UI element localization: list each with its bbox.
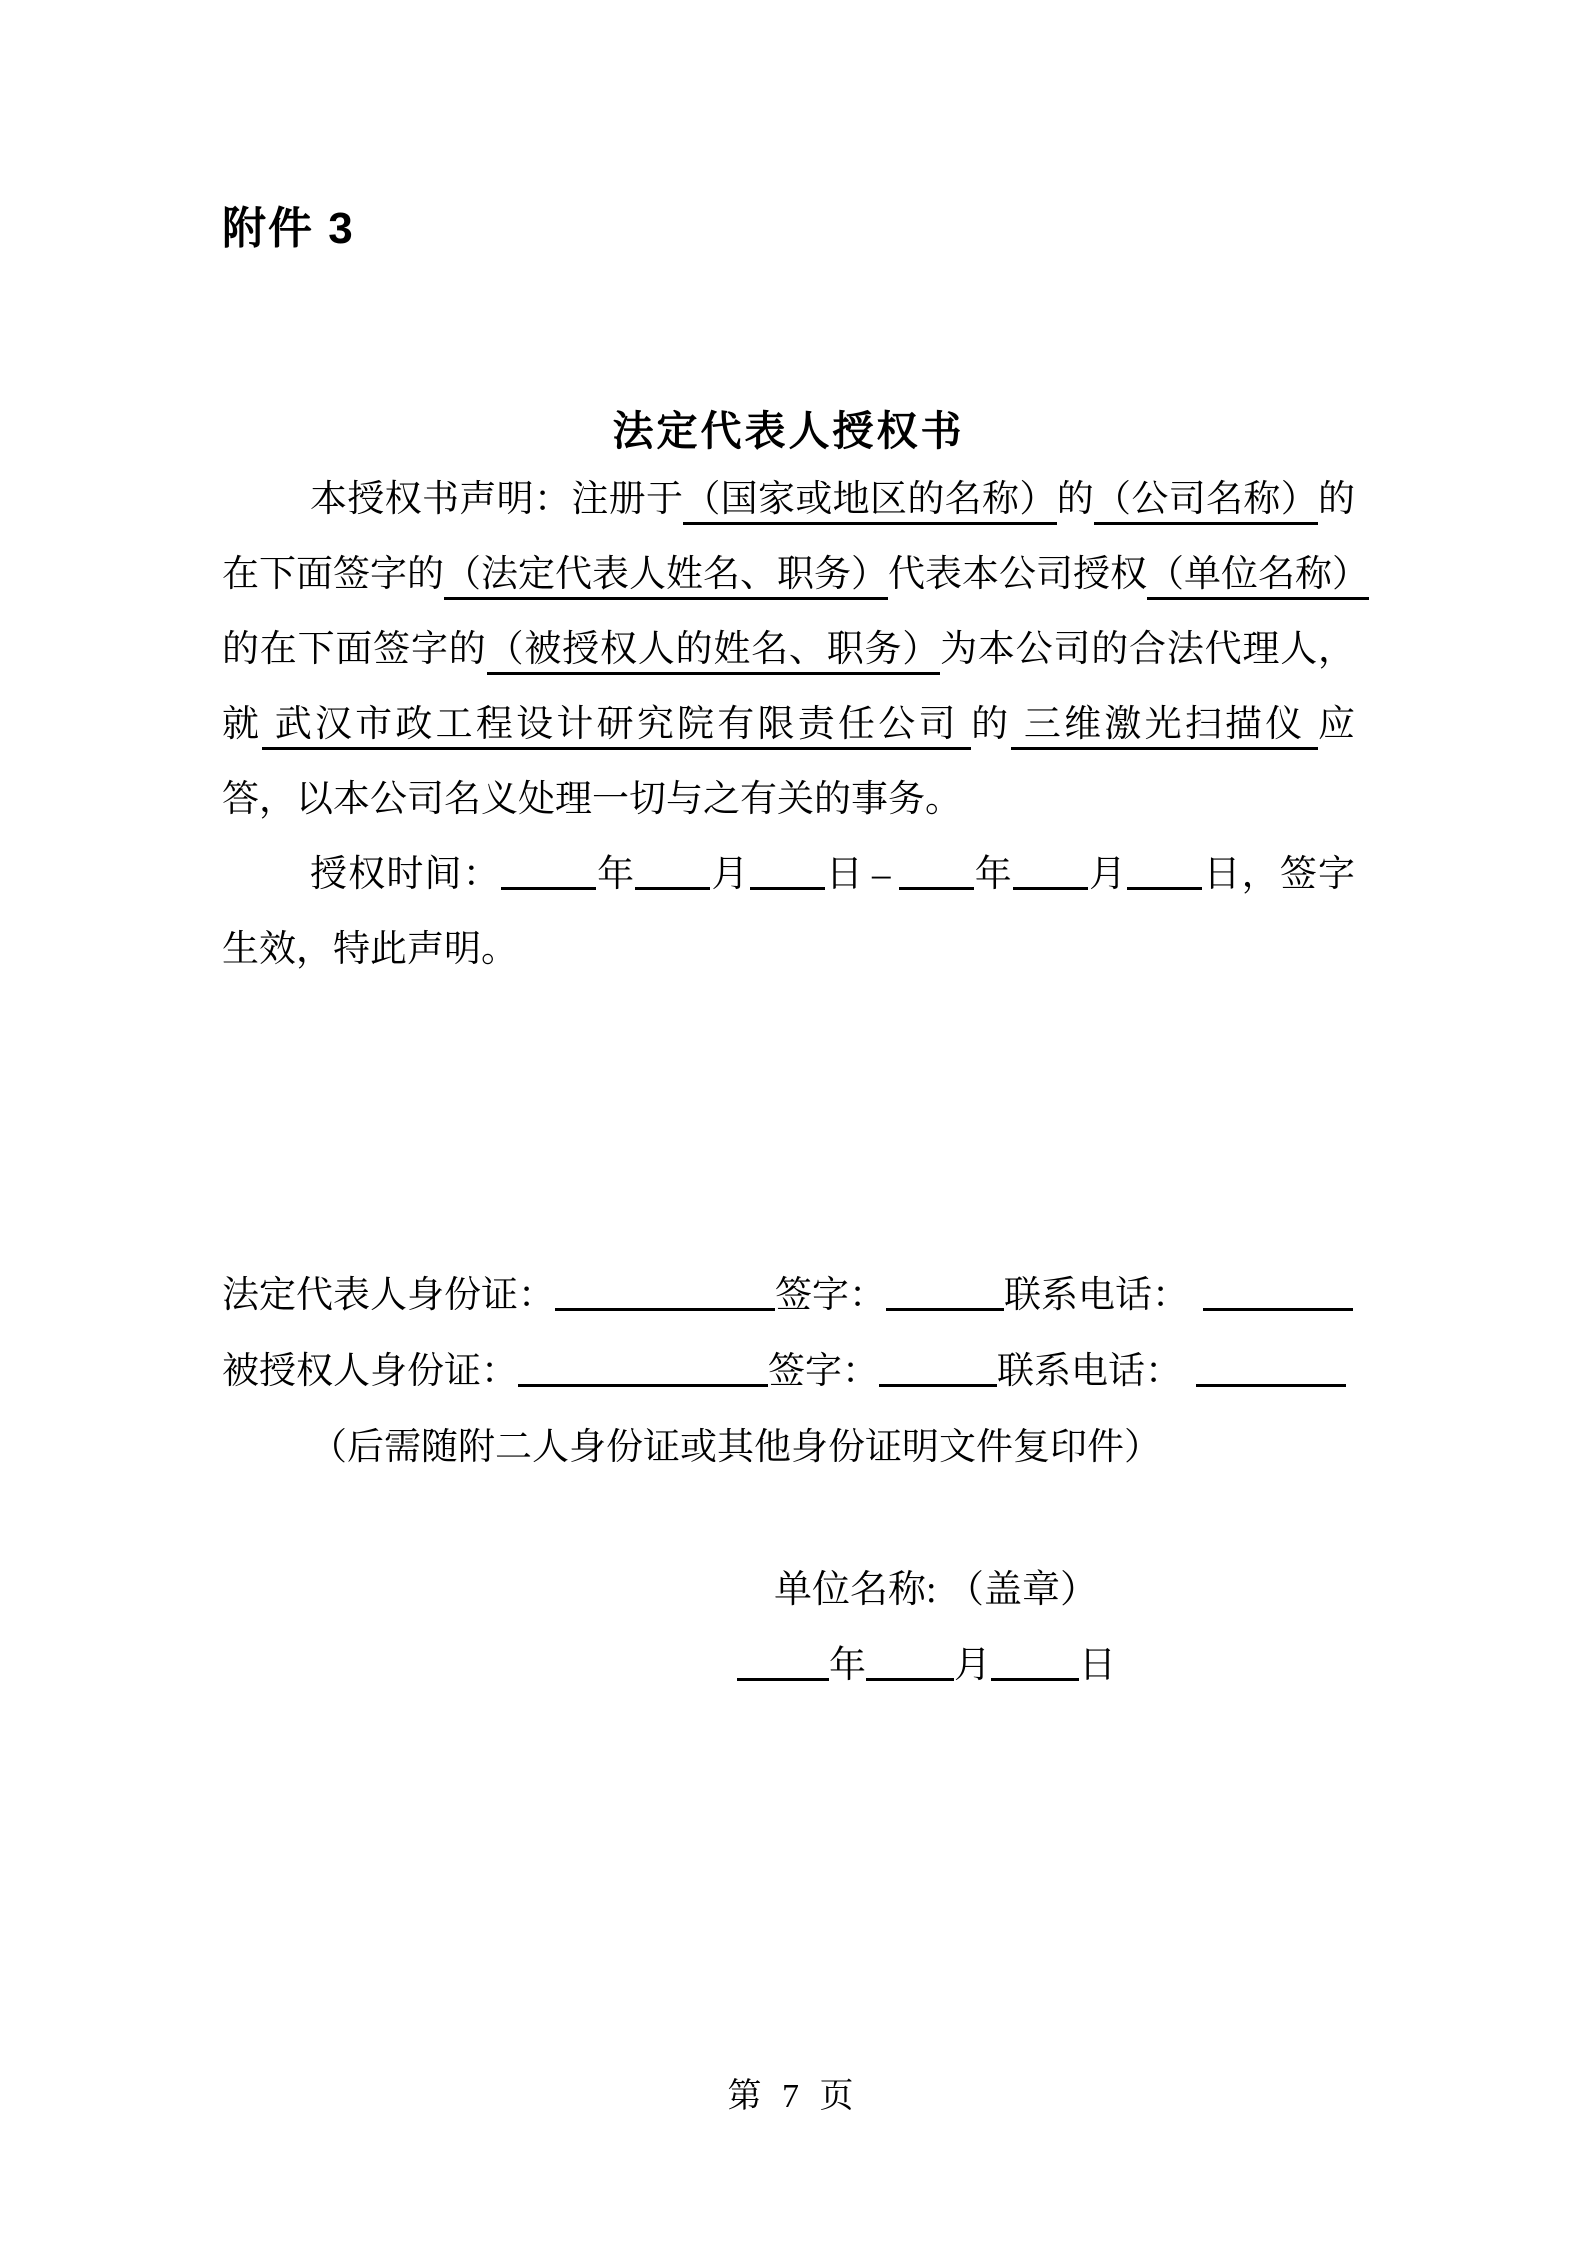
- underlined-segment: （单位名称）: [1147, 554, 1369, 600]
- text-segment: 年: [973, 854, 1013, 895]
- text-segment: 生效，特此声明。: [222, 929, 518, 970]
- document-title: 法定代表人授权书: [612, 408, 965, 454]
- paragraph-line: [222, 612, 1355, 687]
- text-segment: 的在下面签字的: [222, 629, 487, 670]
- id-signature-block: [222, 1258, 1355, 1486]
- attachment-label: 附件 3: [222, 204, 355, 253]
- seal-text: 单位名称: （盖章）: [774, 1569, 1099, 1611]
- blank-field: [737, 1648, 829, 1681]
- date-year-label: 年: [829, 1645, 866, 1686]
- text-segment: ，签字: [1241, 854, 1356, 895]
- text-segment: 为本公司的合法代理人，: [940, 629, 1356, 670]
- text-segment: 日: [824, 854, 865, 895]
- blank-field: [1196, 1354, 1346, 1387]
- sign-label: 签字：: [775, 1275, 886, 1316]
- date-line: [222, 1628, 1355, 1704]
- underlined-segment: （被授权人的姓名、职务）: [487, 629, 941, 675]
- blank-field: [750, 857, 825, 890]
- page-number: 第 7 页: [727, 2078, 860, 2115]
- note-line: [222, 1410, 1355, 1486]
- underlined-segment: （公司名称）: [1094, 479, 1318, 525]
- paragraph-line: [222, 687, 1355, 762]
- blank-field: [886, 1278, 1004, 1311]
- id-label: 法定代表人身份证：: [222, 1275, 555, 1316]
- text-segment: 年: [595, 854, 636, 895]
- sign-label: 签字：: [768, 1351, 879, 1392]
- text-segment: 在下面签字的: [222, 554, 444, 595]
- underlined-segment: （国家或地区的名称）: [683, 479, 1056, 525]
- paragraph-line: [222, 537, 1369, 612]
- text-segment: 答，以本公司名义处理一切与之有关的事务。: [222, 779, 962, 820]
- text-segment: 月: [710, 854, 750, 895]
- blank-field: [1013, 857, 1088, 890]
- underlined-segment: 武汉市政工程设计研究院有限责任公司: [262, 704, 971, 750]
- text-segment: 的: [1318, 479, 1356, 520]
- body-paragraph: [222, 462, 1369, 987]
- text-segment: 日: [1202, 854, 1242, 895]
- text-segment: 授权时间：: [310, 854, 501, 895]
- paragraph-line: [222, 762, 1355, 837]
- blank-field: [1127, 857, 1202, 890]
- paragraph-line: [222, 912, 1355, 987]
- blank-field: [991, 1648, 1079, 1681]
- dash-segment: –: [872, 854, 891, 895]
- underlined-segment: 三维激光扫描仪: [1011, 704, 1318, 750]
- id-line-legal-rep: [222, 1258, 1355, 1334]
- date-day-label: 日: [1079, 1645, 1116, 1686]
- id-label: 被授权人身份证：: [222, 1351, 518, 1392]
- underlined-segment: （法定代表人姓名、职务）: [444, 554, 888, 600]
- blank-field: [879, 1354, 997, 1387]
- phone-label: 联系电话：: [997, 1351, 1182, 1392]
- blank-field: [899, 857, 974, 890]
- paragraph-line-auth-time: [222, 837, 1355, 912]
- blank-field: [555, 1278, 775, 1311]
- text-segment: 本授权书声明：注册于: [310, 479, 684, 520]
- blank-field: [635, 857, 710, 890]
- paragraph-line: [222, 462, 1355, 537]
- phone-label: 联系电话：: [1004, 1275, 1189, 1316]
- text-segment: 的: [1056, 479, 1095, 520]
- blank-field: [518, 1354, 768, 1387]
- text-segment: 月: [1087, 854, 1128, 895]
- blank-field: [866, 1648, 954, 1681]
- blank-field: [501, 857, 596, 890]
- text-segment: 的: [971, 704, 1012, 745]
- text-segment: 应: [1318, 704, 1356, 745]
- seal-line: [222, 1552, 1355, 1628]
- text-segment: 代表本公司授权: [888, 554, 1147, 595]
- text-segment: 就: [222, 704, 263, 745]
- blank-field: [1203, 1278, 1353, 1311]
- date-month-label: 月: [954, 1645, 991, 1686]
- note-text: （后需随附二人身份证或其他身份证明文件复印件）: [310, 1427, 1161, 1468]
- id-line-authorized-person: [222, 1334, 1355, 1410]
